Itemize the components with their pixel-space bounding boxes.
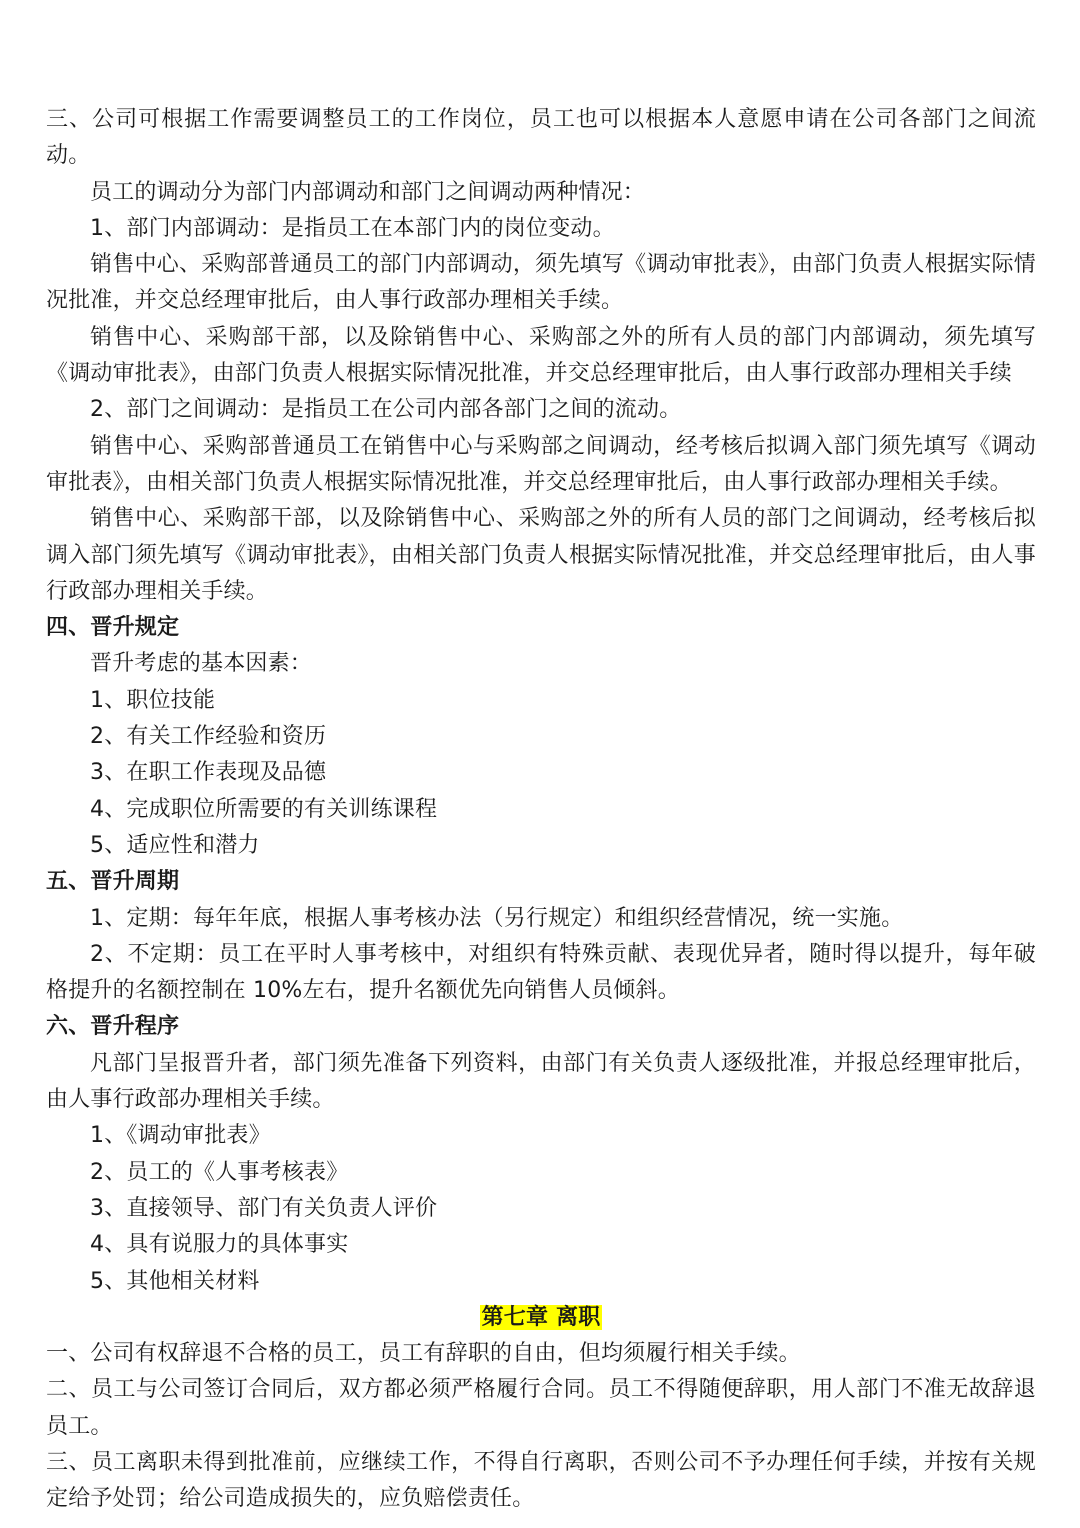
paragraph-regular-promotion: 1、定期：每年年底，根据人事考核办法（另行规定）和组织经营情况，统一实施。 — [90, 905, 904, 931]
paragraph-contract-obligation: 二、员工与公司签订合同后，双方都必须严格履行合同。员工不得随便辞职，用人部门不准无故辞退员工。 — [46, 1377, 1036, 1439]
paragraph-interdepartment-transfer-cadre: 销售中心、采购部干部，以及除销售中心、采购部之外的所有人员的部门之间调动，经考核后拟调入部门须先填写《调动审批表》，由相关部门负责人根据实际情况批准，并交总经理审批后，由人事行政部办理相关手续。 — [46, 506, 1036, 604]
paragraph-interdepartment-transfer-staff: 销售中心、采购部普通员工在销售中心与采购部之间调动，经考核后拟调入部门须先填写《调动审批表》，由相关部门负责人根据实际情况批准，并交总经理审批后，由人事行政部办理相关手续。 — [46, 433, 1036, 495]
paragraph-transfer-types: 员工的调动分为部门内部调动和部门之间调动两种情况： — [90, 179, 646, 205]
paragraph-internal-transfer-staff: 销售中心、采购部普通员工的部门内部调动，须先填写《调动审批表》，由部门负责人根据实际情况批准，并交总经理审批后，由人事行政部办理相关手续。 — [46, 252, 1036, 314]
list-item: 3、在职工作表现及品德 — [90, 760, 327, 786]
document-body — [46, 102, 1036, 1518]
list-item: 5、适应性和潜力 — [90, 832, 260, 858]
paragraph-interdepartment-transfer: 2、部门之间调动：是指员工在公司内部各部门之间的流动。 — [90, 397, 682, 423]
paragraph-internal-transfer-cadre: 销售中心、采购部干部，以及除销售中心、采购部之外的所有人员的部门内部调动，须先填写《调动审批表》，由部门负责人根据实际情况批准，并交总经理审批后，由人事行政部办理相关手续 — [46, 324, 1036, 387]
paragraph-promotion-procedure: 凡部门呈报晋升者，部门须先准备下列资料，由部门有关负责人逐级批准，并报总经理审批后，由人事行政部办理相关手续。 — [46, 1050, 1036, 1113]
list-item: 2、有关工作经验和资历 — [90, 724, 327, 750]
paragraph-transfer-intro: 三、公司可根据工作需要调整员工的工作岗位，员工也可以根据本人意愿申请在公司各部门之间流动。 — [46, 107, 1036, 169]
list-item: 3、直接领导、部门有关负责人评价 — [90, 1195, 438, 1221]
list-item: 1、职位技能 — [90, 687, 216, 713]
paragraph-unauthorized-leave: 三、员工离职未得到批准前，应继续工作，不得自行离职，否则公司不予办理任何手续，并按有关规定给予处罚；给公司造成损失的，应负赔偿责任。 — [46, 1449, 1036, 1512]
paragraph-resignation-rights: 一、公司有权辞退不合格的员工，员工有辞职的自由，但均须履行相关手续。 — [46, 1341, 801, 1367]
list-item: 4、完成职位所需要的有关训练课程 — [90, 796, 438, 822]
list-item: 2、员工的《人事考核表》 — [90, 1159, 349, 1185]
paragraph-irregular-promotion: 2、不定期：员工在平时人事考核中，对组织有特殊贡献、表现优异者，随时得以提升，每年破格提升的名额控制在 10%左右，提升名额优先向销售人员倾斜。 — [46, 941, 1036, 1004]
section-heading-promotion-procedure: 六、晋升程序 — [46, 1014, 180, 1040]
chapter-title — [46, 1300, 1036, 1336]
chapter-title-highlight: 第七章 离职 — [481, 1304, 601, 1330]
paragraph-promotion-factors: 晋升考虑的基本因素： — [90, 651, 313, 677]
paragraph-internal-transfer: 1、部门内部调动：是指员工在本部门内的岗位变动。 — [90, 215, 615, 241]
section-heading-promotion-rules: 四、晋升规定 — [46, 615, 180, 641]
list-item: 5、其他相关材料 — [90, 1268, 260, 1294]
list-item: 1、《调动审批表》 — [90, 1123, 271, 1149]
list-item: 4、具有说服力的具体事实 — [90, 1232, 349, 1258]
section-heading-promotion-cycle: 五、晋升周期 — [46, 869, 180, 895]
